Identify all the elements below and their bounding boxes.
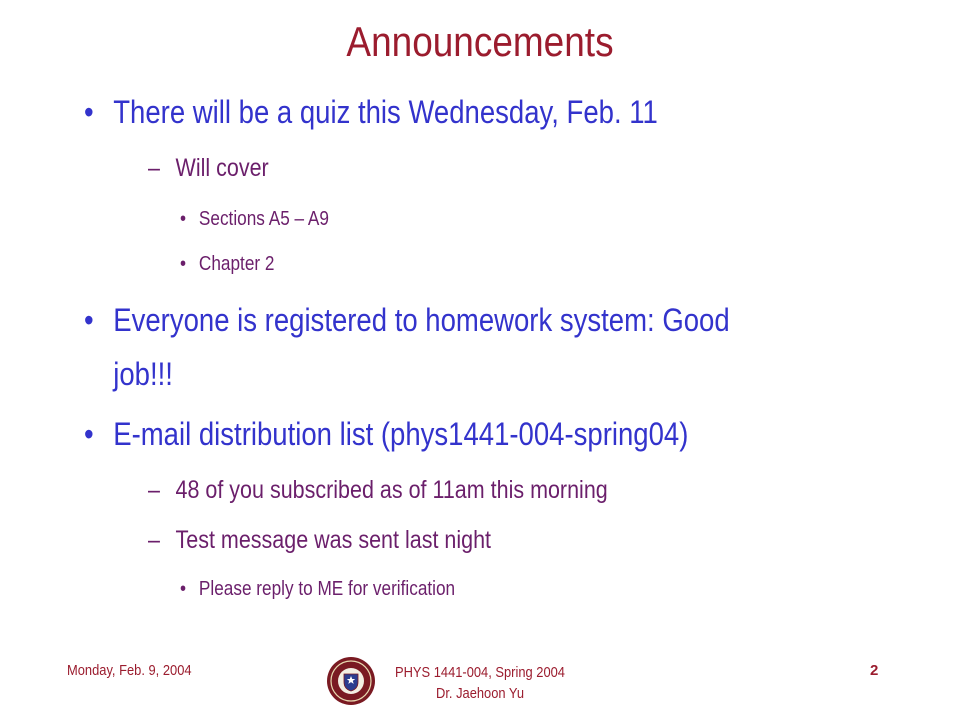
bullet-text: There will be a quiz this Wednesday, Feb. 11 <box>113 94 658 130</box>
dash-marker: – <box>148 526 160 554</box>
sub-bullet-subscribed <box>148 476 608 505</box>
dash-marker: – <box>148 476 160 504</box>
footer-date: Monday, Feb. 9, 2004 <box>67 662 192 679</box>
bullet-marker: • <box>84 94 94 130</box>
bullet-text: Test message was sent last night <box>175 526 492 554</box>
bullet-marker: • <box>180 208 187 230</box>
slide-title: Announcements <box>346 18 614 65</box>
bullet-text: Will cover <box>175 154 269 182</box>
sub-sub-bullet-reply <box>180 578 455 601</box>
footer-course-info <box>394 662 566 704</box>
sub-sub-bullet-sections <box>180 208 329 231</box>
footer-course: PHYS 1441-004, Spring 2004 <box>395 664 565 681</box>
footer-instructor: Dr. Jaehoon Yu <box>436 685 524 702</box>
sub-bullet-will-cover <box>148 154 269 183</box>
bullet-text: Please reply to ME for verification <box>198 578 456 600</box>
bullet-text: E-mail distribution list (phys1441-004-spring04) <box>113 416 689 452</box>
bullet-text: Sections A5 – A9 <box>198 208 329 230</box>
bullet-registered <box>84 302 730 339</box>
bullet-text: Everyone is registered to homework system: Good <box>113 302 730 338</box>
bullet-email-list <box>84 416 688 453</box>
page-number: 2 <box>870 662 879 679</box>
bullet-text: job!!! <box>113 356 173 392</box>
university-seal-icon <box>326 656 376 706</box>
sub-bullet-test-message <box>148 526 491 555</box>
bullet-registered-continuation <box>84 356 173 393</box>
bullet-text: 48 of you subscribed as of 11am this morning <box>175 476 608 504</box>
sub-sub-bullet-chapter <box>180 253 274 276</box>
bullet-quiz <box>84 94 658 131</box>
bullet-marker: • <box>180 253 187 275</box>
bullet-text: Chapter 2 <box>198 253 275 275</box>
bullet-marker: • <box>84 302 94 338</box>
bullet-marker: • <box>84 416 94 452</box>
dash-marker: – <box>148 154 160 182</box>
bullet-marker: • <box>180 578 187 600</box>
